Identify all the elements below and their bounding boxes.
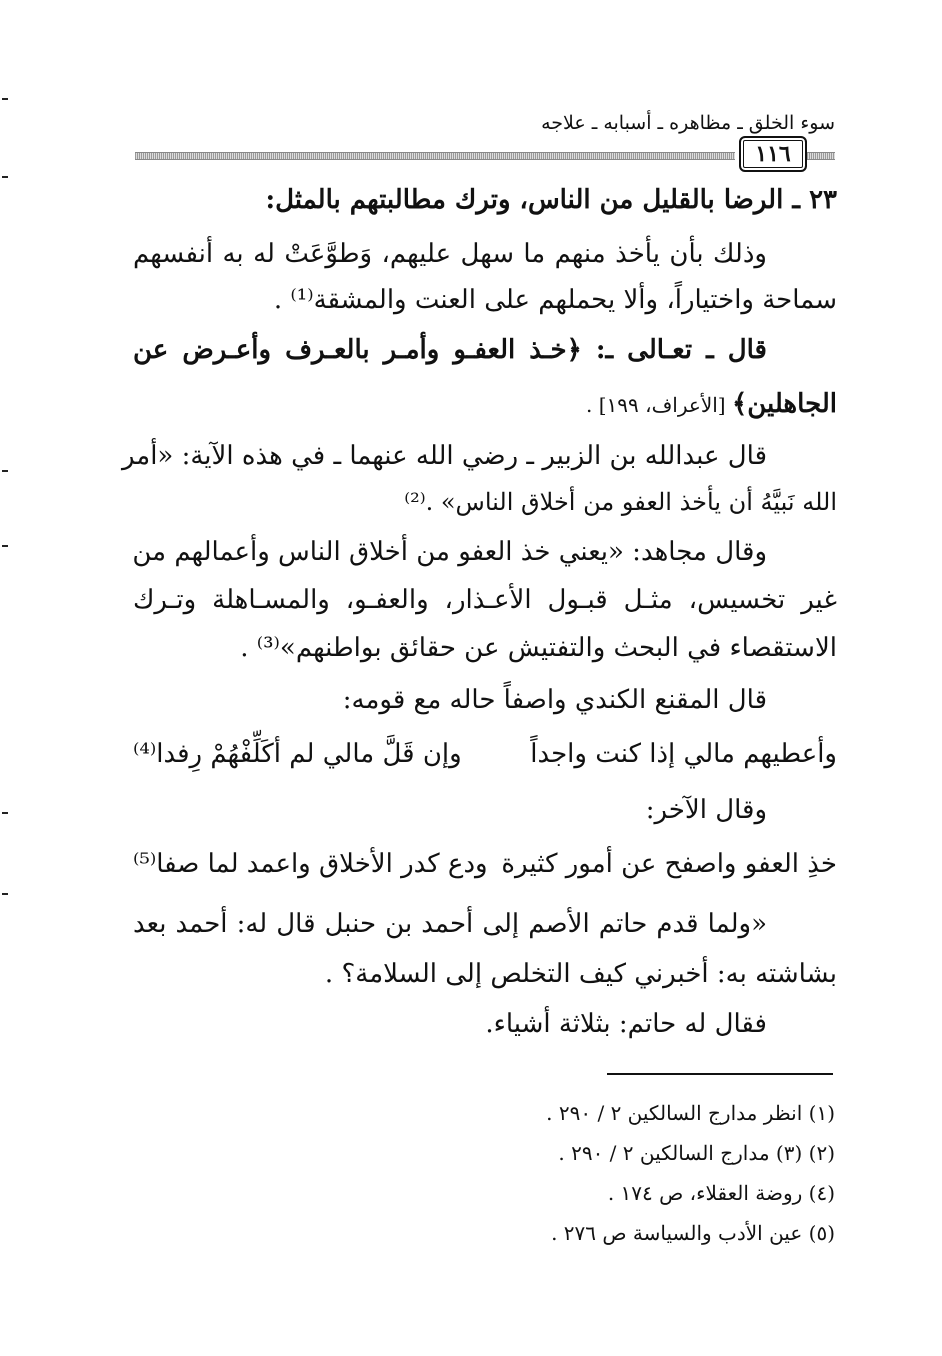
- margin-mark: [2, 98, 8, 100]
- text-line: بشاشته به: أخبرني كيف التخلص إلى السلامة؟ .: [324, 959, 837, 989]
- verse-reference: [الأعراف، ١٩٩] .: [585, 393, 732, 417]
- text-line: قال المقنع الكندي واصفاً حاله مع قومه:: [342, 685, 767, 715]
- footnote: (٥) عين الأدب والسياسة ص ٢٧٦ .: [551, 1221, 835, 1245]
- text-line: وذلك بأن يأخذ منهم ما سهل عليهم، وَطوَّعَتْ له به أنفسهم: [133, 239, 767, 269]
- section-heading: ٢٣ ـ الرضا بالقليل من الناس، وترك مطالبتهم بالمثل:: [265, 185, 837, 215]
- footnote: (٢) (٣) مدارج السالكين ٢ / ٢٩٠ .: [558, 1141, 835, 1165]
- margin-mark: [2, 812, 8, 814]
- header-rule-right: [807, 152, 835, 160]
- header-rule-area: [135, 140, 835, 170]
- running-header: [135, 112, 835, 142]
- footnote-rule: [607, 1073, 833, 1075]
- verse-hemistich-left: وإن قَلَّ مالي لم أكَلِّفْهُمْ رِفدا⁽⁴⁾: [133, 739, 462, 769]
- page-number: ١١٦: [739, 136, 807, 172]
- text-line: وقال مجاهد: «يعني خذ العفو من أخلاق الناس وأعمالهم من: [132, 537, 767, 567]
- verse-hemistich-left: ودع كدر الأخلاق واعمد لما صفا⁽⁵⁾: [133, 849, 488, 879]
- text-line: قال ـ تعـالى ـ: ﴿خـذ العفـو وأمـر بالعـرف وأعـرض عن: [133, 335, 767, 365]
- margin-mark: [2, 545, 8, 547]
- verse-end: الجاهلين﴾: [731, 389, 837, 419]
- text-line: الاستقصاء في البحث والتفتيش عن حقائق بواطنهم»⁽³⁾ .: [240, 633, 837, 663]
- text-line: غير تخسيس، مثـل قبـول الأعـذار، والعفـو، والمسـاهلة وتـرك: [133, 585, 837, 615]
- footnote: (١) انظر مدارج السالكين ٢ / ٢٩٠ .: [546, 1101, 835, 1125]
- text-line: «ولما قدم حاتم الأصم إلى أحمد بن حنبل قال له: أحمد بعد: [133, 909, 767, 939]
- text-line: سماحة واختياراً، وألا يحملهم على العنت والمشقة⁽¹⁾ .: [273, 285, 837, 315]
- verse-hemistich-right: خذِ العفو واصفح عن أمور كثيرة: [501, 849, 837, 879]
- header-rule: [135, 152, 735, 160]
- verse-hemistich-right: وأعطيهم مالي إذا كنت واجداً: [530, 739, 837, 769]
- verse-reference-line: [586, 384, 837, 425]
- text-line: فقال له حاتم: بثلاثة أشياء.: [485, 1009, 767, 1039]
- text-line: وقال الآخر:: [645, 795, 767, 825]
- text-line: الله نَبيَّهُ أن يأخذ العفو من أخلاق الناس» .⁽²⁾: [404, 488, 837, 516]
- margin-mark: [2, 893, 8, 895]
- margin-mark: [2, 470, 8, 472]
- running-title: سوء الخلق ـ مظاهره ـ أسبابه ـ علاجه: [541, 112, 835, 134]
- margin-mark: [2, 176, 8, 178]
- text-line: قال عبدالله بن الزبير ـ رضي الله عنهما ـ في هذه الآية: «أمر: [121, 441, 767, 471]
- footnote: (٤) روضة العقلاء، ص ١٧٤ .: [607, 1181, 835, 1205]
